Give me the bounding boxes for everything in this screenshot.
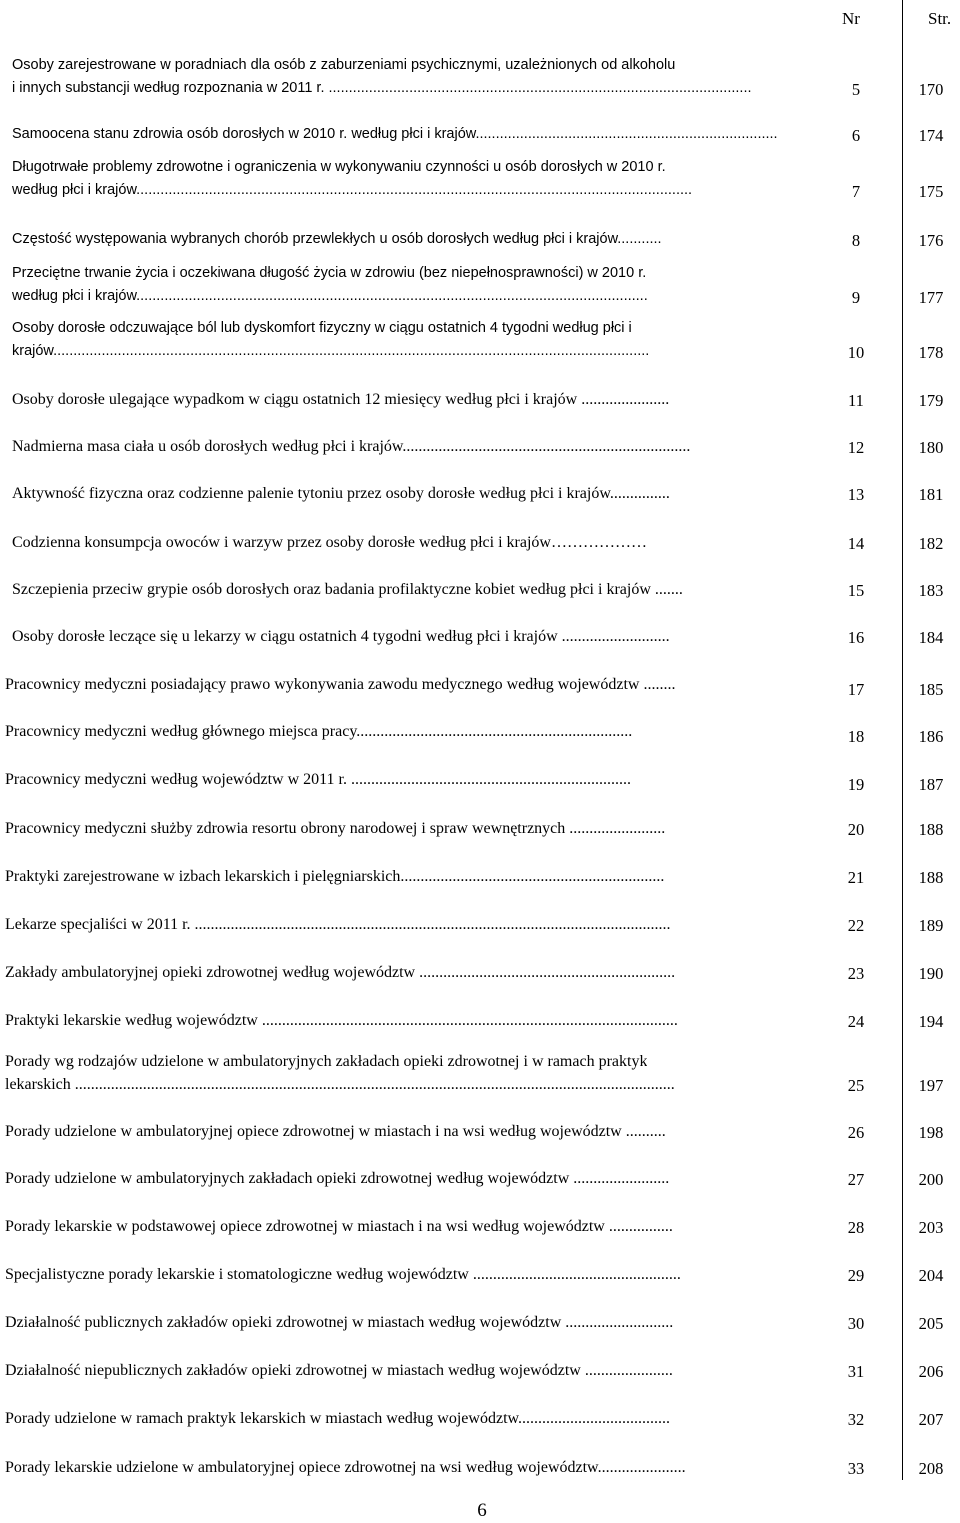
toc-entry-page: 180 [918,438,944,457]
toc-entry-title-line: Przeciętne trwanie życia i oczekiwana długość życia w zdrowiu (bez niepełnosprawności) w 2010 r. [12,265,647,281]
toc-entry-title-line: Praktyki lekarskie według województw ........................................................................................................ [5,1012,678,1029]
toc-entry-nr: 8 [851,231,861,250]
toc-entry-title-line: Pracownicy medyczni według województw w 2011 r. ...................................................................... [5,771,631,788]
toc-entry-nr: 18 [847,727,865,746]
toc-entry-title-line: według płci i krajów............................................................................................................................... [12,288,648,304]
toc-entry-page: 187 [918,775,944,794]
toc-entry-nr: 20 [847,820,865,839]
toc-entry-page: 183 [918,581,944,600]
toc-entry-title-line: Porady udzielone w ambulatoryjnych zakładach opieki zdrowotnej według województw ........................ [5,1170,670,1187]
toc-entry-nr: 22 [847,916,865,935]
toc-entry-nr: 16 [847,628,865,647]
toc-entry-page: 170 [918,80,944,99]
toc-entry-page: 189 [918,916,944,935]
toc-entry-title-line: Osoby dorosłe ulegające wypadkom w ciągu ostatnich 12 miesięcy według płci i krajów ...................... [12,391,670,408]
toc-entry-title-line: Lekarze specjaliści w 2011 r. ....................................................................................................................... [5,916,671,933]
toc-entry-nr: 7 [851,182,861,201]
toc-entry-nr: 10 [847,343,865,362]
toc-entry-nr: 31 [847,1362,865,1381]
toc-entry-nr: 6 [851,126,861,145]
toc-entry-title-line: Porady udzielone w ambulatoryjnej opiece zdrowotnej w miastach i na wsi według województw .......... [5,1123,666,1140]
toc-entry-title-line: Pracownicy medyczni posiadający prawo wykonywania zawodu medycznego według województw ........ [5,676,676,693]
toc-entry-title-line: Pracownicy medyczni według głównego miejsca pracy..................................................................... [5,723,633,740]
nr-column-header: Nr [842,9,860,28]
toc-entry-page: 184 [918,628,944,647]
toc-entry-page: 188 [918,868,944,887]
toc-entry-nr: 27 [847,1170,865,1189]
toc-entry-title-line: Codzienna konsumpcja owoców i warzyw przez osoby dorosłe według płci i krajów……………… [12,534,647,551]
toc-entry-nr: 14 [847,534,865,553]
toc-entry-nr: 28 [847,1218,865,1237]
toc-entry-title-line: Częstość występowania wybranych chorób przewlekłych u osób dorosłych według płci i krajów........... [12,231,662,247]
toc-entry-title-line: Działalność niepublicznych zakładów opieki zdrowotnej w miastach według województw ...................... [5,1362,673,1379]
toc-entry-nr: 21 [847,868,865,887]
toc-entry-title-line: Nadmierna masa ciała u osób dorosłych według płci i krajów........................................................................ [12,438,691,455]
toc-entry-nr: 25 [847,1076,865,1095]
toc-entry-title-line: Praktyki zarejestrowane w izbach lekarskich i pielęgniarskich.................................................................. [5,868,665,885]
toc-entry-nr: 33 [847,1459,865,1478]
toc-entry-title-line: Zakłady ambulatoryjnej opieki zdrowotnej według województw ................................................................ [5,964,676,981]
toc-entry-page: 203 [918,1218,944,1237]
toc-entry-nr: 13 [847,485,865,504]
toc-entry-page: 200 [918,1170,944,1189]
toc-entry-nr: 5 [851,80,861,99]
toc-entry-nr: 24 [847,1012,865,1031]
toc-entry-title-line: Aktywność fizyczna oraz codzienne palenie tytoniu przez osoby dorosłe według płci i krajów............... [12,485,670,502]
toc-entry-nr: 23 [847,964,865,983]
toc-entry-page: 198 [918,1123,944,1142]
toc-entry-title-line: Działalność publicznych zakładów opieki zdrowotnej w miastach według województw ........................... [5,1314,674,1331]
toc-entry-page: 174 [918,126,944,145]
toc-entry-title-line: Pracownicy medyczni służby zdrowia resortu obrony narodowej i spraw wewnętrznych ........................ [5,820,666,837]
toc-entry-nr: 15 [847,581,865,600]
toc-entry-nr: 9 [851,288,861,307]
toc-entry-title-line: Osoby zarejestrowane w poradniach dla osób z zaburzeniami psychicznymi, uzależnionych od alkoholu [12,57,676,73]
toc-entry-nr: 19 [847,775,865,794]
toc-entry-title-line: Porady lekarskie udzielone w ambulatoryjnej opiece zdrowotnej na wsi według województw...................... [5,1459,686,1476]
toc-entry-page: 179 [918,391,944,410]
toc-entry-page: 186 [918,727,944,746]
toc-entry-page: 175 [918,182,944,201]
toc-entry-title-line: Specjalistyczne porady lekarskie i stomatologiczne według województw .................................................... [5,1266,681,1283]
toc-entry-title-line: Szczepienia przeciw grypie osób dorosłych oraz badania profilaktyczne kobiet według płci i krajów ....... [12,581,683,598]
toc-entry-page: 185 [918,680,944,699]
str-column-header: Str. [928,9,952,28]
toc-entry-nr: 26 [847,1123,865,1142]
toc-entry-title-line: lekarskich ...................................................................................................................................................... [5,1076,675,1093]
toc-entry-page: 207 [918,1410,944,1429]
toc-entry-page: 177 [918,288,944,307]
toc-entry-title-line: krajów.................................................................................................................................................... [12,343,650,359]
toc-entry-page: 204 [918,1266,944,1285]
toc-entry-title-line: Osoby dorosłe odczuwające ból lub dyskomfort fizyczny w ciągu ostatnich 4 tygodni według płci i [12,320,632,336]
toc-entry-title-line: według płci i krajów.......................................................................................................................................... [12,182,693,198]
toc-entry-nr: 30 [847,1314,865,1333]
toc-entry-title-line: Porady udzielone w ramach praktyk lekarskich w miastach według województw...................................... [5,1410,671,1427]
toc-entry-title-line: i innych substancji według rozpoznania w 2011 r. ......................................................................................................... [12,80,752,96]
toc-entry-nr: 12 [847,438,865,457]
toc-entry-page: 190 [918,964,944,983]
toc-entry-nr: 29 [847,1266,865,1285]
toc-entry-title-line: Samoocena stanu zdrowia osób dorosłych w 2010 r. według płci i krajów........................................................................... [12,126,778,142]
toc-entry-page: 208 [918,1459,944,1478]
toc-entry-title-line: Osoby dorosłe leczące się u lekarzy w ciągu ostatnich 4 tygodni według płci i krajów ........................... [12,628,670,645]
toc-entry-nr: 11 [848,391,864,410]
toc-entry-page: 197 [918,1076,944,1095]
toc-entry-page: 188 [918,820,944,839]
toc-entry-nr: 17 [847,680,865,699]
page-number: 6 [477,1500,487,1521]
toc-entry-title-line: Długotrwałe problemy zdrowotne i ograniczenia w wykonywaniu czynności u osób dorosłych w 2010 r. [12,159,666,175]
toc-entry-page: 182 [918,534,944,553]
toc-entry-page: 194 [918,1012,944,1031]
toc-entry-page: 205 [918,1314,944,1333]
toc-entry-page: 206 [918,1362,944,1381]
toc-entry-nr: 32 [847,1410,865,1429]
toc-entry-page: 176 [918,231,944,250]
toc-entry-page: 181 [918,485,944,504]
toc-entry-title-line: Porady wg rodzajów udzielone w ambulatoryjnych zakładach opieki zdrowotnej i w ramach praktyk [5,1053,648,1070]
toc-entry-page: 178 [918,343,944,362]
toc-entry-title-line: Porady lekarskie w podstawowej opiece zdrowotnej w miastach i na wsi według województw ................ [5,1218,673,1235]
